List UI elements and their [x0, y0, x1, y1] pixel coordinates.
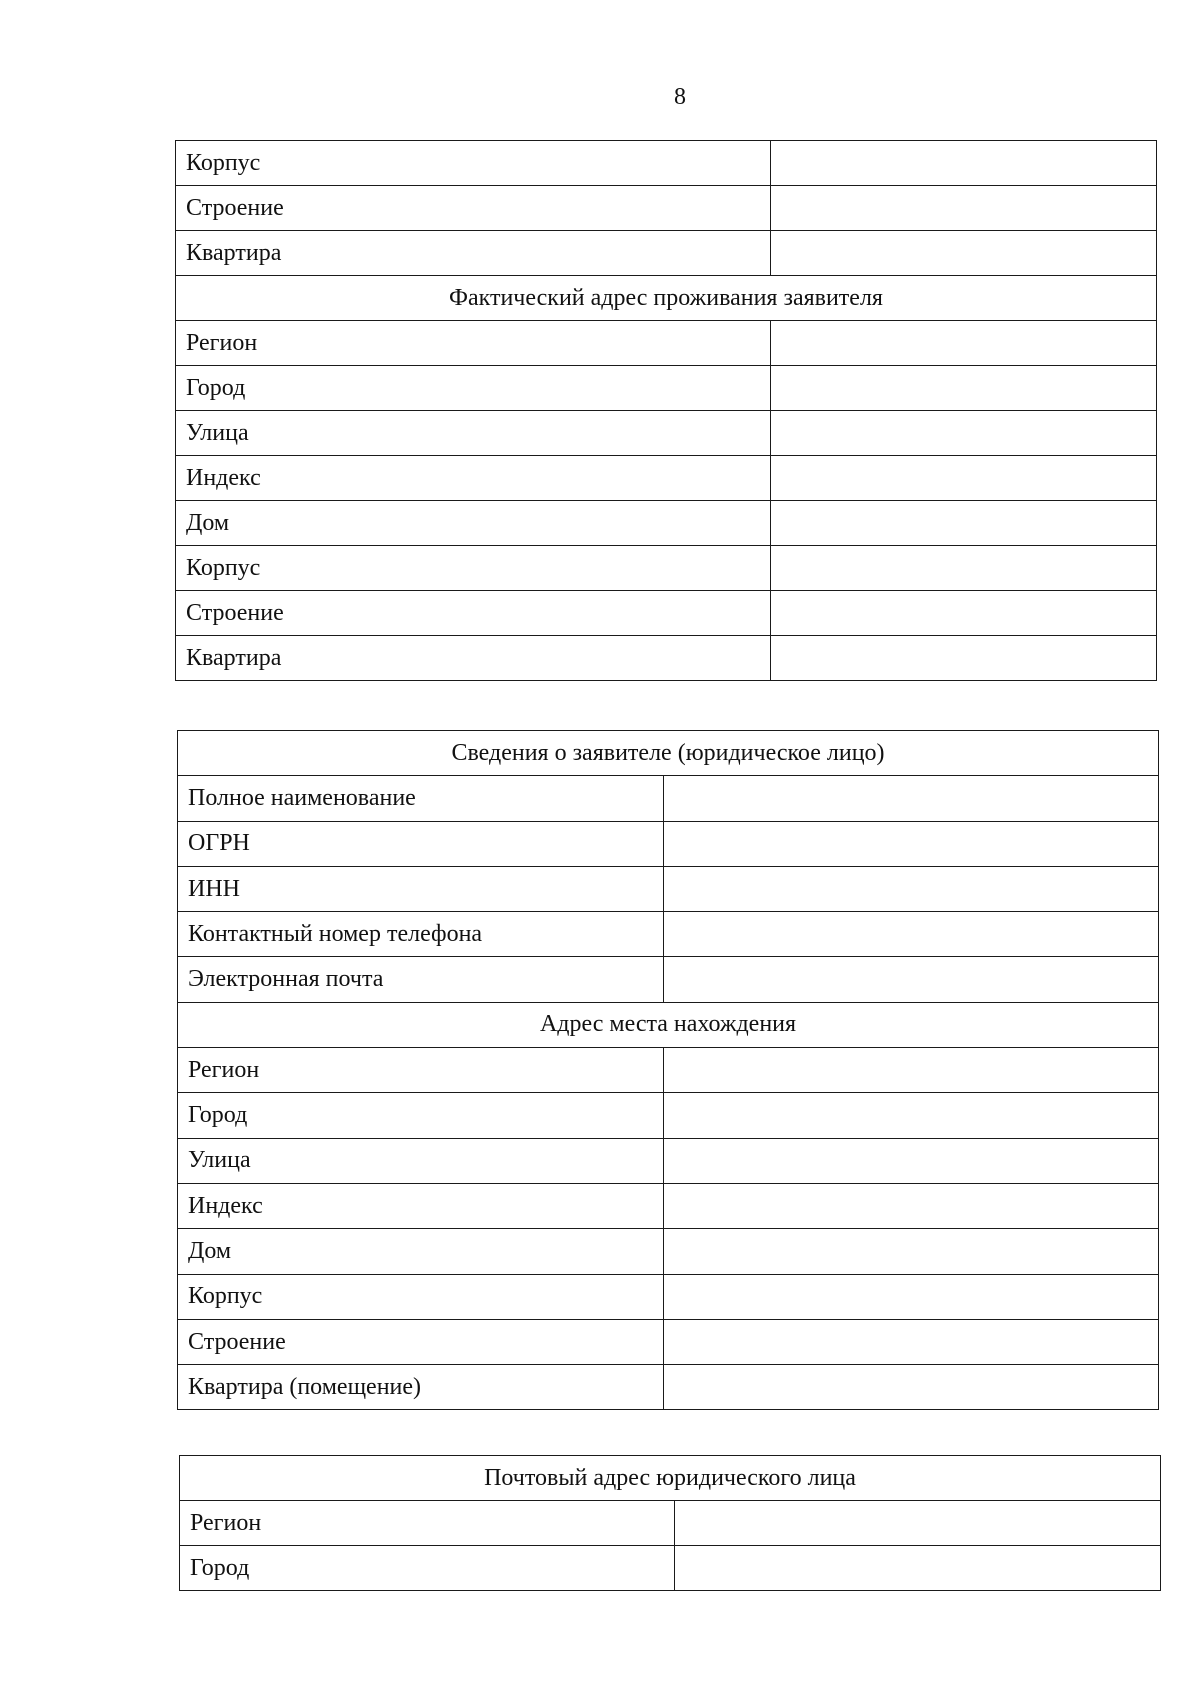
- field-value-cell[interactable]: [771, 591, 1157, 636]
- field-label: Индекс: [176, 456, 771, 501]
- field-value-cell[interactable]: [771, 321, 1157, 366]
- field-label: Дом: [176, 501, 771, 546]
- table-row: [180, 1546, 1161, 1591]
- table-row: [176, 501, 1157, 546]
- legal-entity-table: [177, 730, 1159, 1410]
- field-value-cell[interactable]: [664, 776, 1159, 821]
- field-label: Улица: [178, 1138, 664, 1183]
- field-label: Город: [178, 1093, 664, 1138]
- table-title: Сведения о заявителе (юридическое лицо): [178, 731, 1159, 776]
- field-value-cell[interactable]: [664, 866, 1159, 911]
- section-header-row: [176, 276, 1157, 321]
- table-row: [178, 957, 1159, 1002]
- table-row: [178, 912, 1159, 957]
- field-label: Дом: [178, 1229, 664, 1274]
- table-row: [176, 546, 1157, 591]
- table-row: [178, 1229, 1159, 1274]
- table-row: [176, 456, 1157, 501]
- field-value-cell[interactable]: [771, 186, 1157, 231]
- field-value-cell[interactable]: [664, 1229, 1159, 1274]
- field-label: Квартира (помещение): [178, 1365, 664, 1410]
- table-row: [178, 821, 1159, 866]
- table-row: [178, 1319, 1159, 1364]
- field-label: Строение: [178, 1319, 664, 1364]
- field-value-cell[interactable]: [675, 1546, 1161, 1591]
- field-value-cell[interactable]: [771, 141, 1157, 186]
- field-value-cell[interactable]: [664, 1319, 1159, 1364]
- page-number: 8: [674, 84, 686, 110]
- table-row: [178, 1274, 1159, 1319]
- field-label: Улица: [176, 411, 771, 456]
- field-label: Квартира: [176, 231, 771, 276]
- table-title: Почтовый адрес юридического лица: [180, 1456, 1161, 1501]
- field-label: Регион: [178, 1048, 664, 1093]
- field-value-cell[interactable]: [675, 1501, 1161, 1546]
- field-label: Регион: [176, 321, 771, 366]
- table-row: [178, 1093, 1159, 1138]
- field-value-cell[interactable]: [771, 411, 1157, 456]
- table-row: [176, 411, 1157, 456]
- table-row: [178, 866, 1159, 911]
- section-title: Адрес места нахождения: [178, 1002, 1159, 1047]
- field-value-cell[interactable]: [664, 1048, 1159, 1093]
- field-value-cell[interactable]: [664, 957, 1159, 1002]
- field-value-cell[interactable]: [664, 1093, 1159, 1138]
- field-label: ОГРН: [178, 821, 664, 866]
- section-header-row: [178, 1002, 1159, 1047]
- table-title-row: [178, 731, 1159, 776]
- field-value-cell[interactable]: [664, 1138, 1159, 1183]
- field-label: Корпус: [176, 546, 771, 591]
- field-label: Квартира: [176, 636, 771, 681]
- table-row: [180, 1501, 1161, 1546]
- field-label: Контактный номер телефона: [178, 912, 664, 957]
- field-value-cell[interactable]: [664, 1274, 1159, 1319]
- field-label: Полное наименование: [178, 776, 664, 821]
- field-label: Индекс: [178, 1183, 664, 1228]
- table-row: [176, 186, 1157, 231]
- field-value-cell[interactable]: [664, 912, 1159, 957]
- table-row: [178, 1365, 1159, 1410]
- field-label: Город: [176, 366, 771, 411]
- field-value-cell[interactable]: [664, 1183, 1159, 1228]
- field-value-cell[interactable]: [771, 231, 1157, 276]
- field-label: Строение: [176, 591, 771, 636]
- table-row: [176, 231, 1157, 276]
- field-value-cell[interactable]: [771, 366, 1157, 411]
- table-row: [176, 141, 1157, 186]
- field-value-cell[interactable]: [771, 456, 1157, 501]
- field-label: ИНН: [178, 866, 664, 911]
- table-row: [176, 636, 1157, 681]
- field-value-cell[interactable]: [664, 821, 1159, 866]
- table-row: [176, 366, 1157, 411]
- section-title: Фактический адрес проживания заявителя: [176, 276, 1157, 321]
- field-value-cell[interactable]: [664, 1365, 1159, 1410]
- field-value-cell[interactable]: [771, 546, 1157, 591]
- table-row: [176, 321, 1157, 366]
- table-title-row: [180, 1456, 1161, 1501]
- field-value-cell[interactable]: [771, 636, 1157, 681]
- field-value-cell[interactable]: [771, 501, 1157, 546]
- table-row: [178, 1048, 1159, 1093]
- postal-address-table: [179, 1455, 1161, 1591]
- actual-address-table: [175, 140, 1157, 681]
- table-row: [178, 776, 1159, 821]
- table-row: [178, 1138, 1159, 1183]
- field-label: Корпус: [176, 141, 771, 186]
- table-row: [176, 591, 1157, 636]
- field-label: Корпус: [178, 1274, 664, 1319]
- field-label: Город: [180, 1546, 675, 1591]
- table-row: [178, 1183, 1159, 1228]
- field-label: Электронная почта: [178, 957, 664, 1002]
- field-label: Строение: [176, 186, 771, 231]
- field-label: Регион: [180, 1501, 675, 1546]
